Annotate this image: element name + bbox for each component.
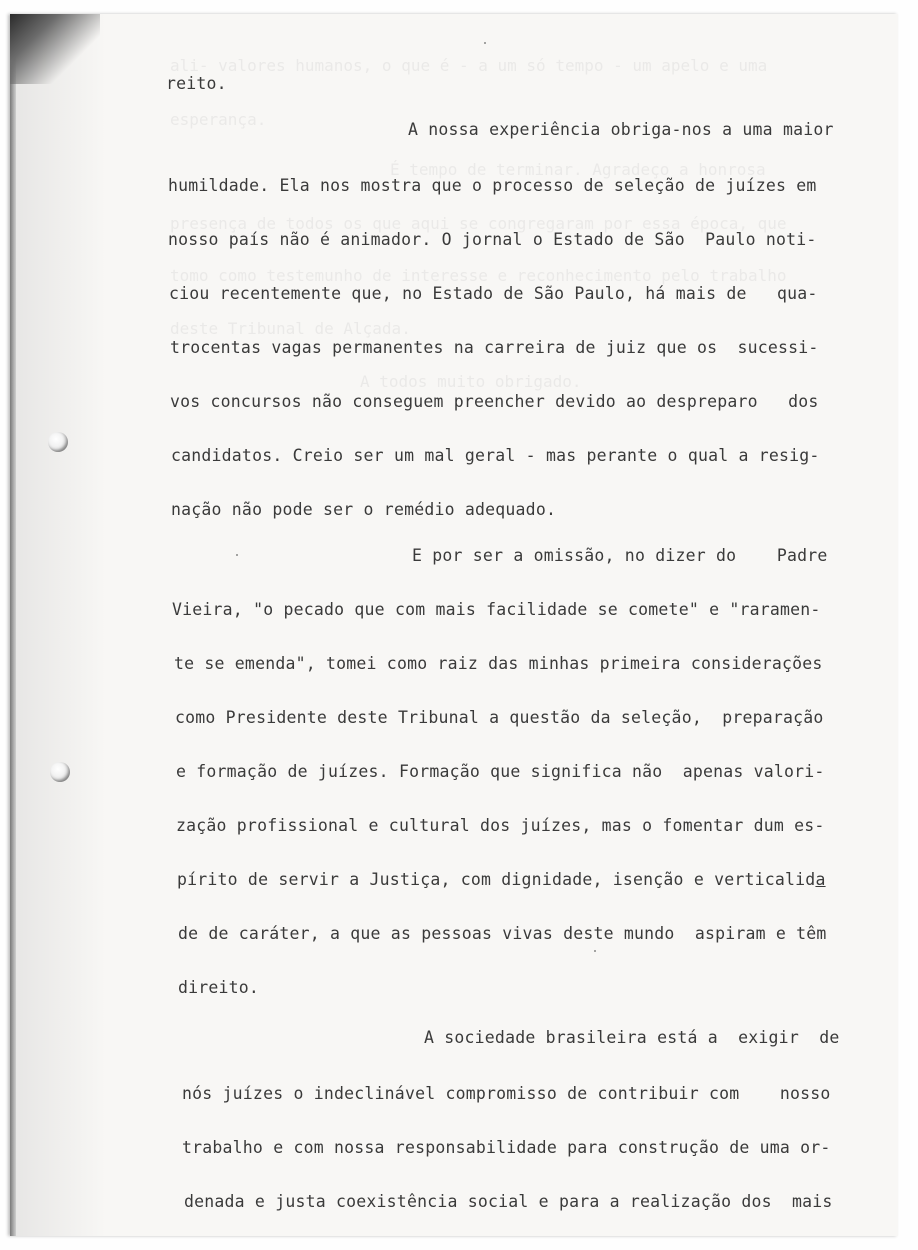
text-line: humildade. Ela nos mostra que o processo de seleção de juízes em — [168, 176, 817, 195]
text-line: de de caráter, a que as pessoas vivas deste mundo aspiram e têm — [178, 924, 827, 943]
bleed-through-line: É tempo de terminar. Agradeço a honrosa — [390, 160, 766, 179]
text-line-main: pírito de servir a Justiça, com dignidade, isenção e verticalid — [177, 870, 816, 889]
text-line: direito. — [178, 978, 260, 997]
text-line: trabalho e com nossa responsabilidade para construção de uma or- — [182, 1138, 831, 1157]
text-line: nação não pode ser o remédio adequado. — [171, 500, 557, 519]
text-line: como Presidente deste Tribunal a questão da seleção, preparação — [175, 708, 824, 727]
underlined-char: a — [815, 870, 826, 889]
text-line: candidatos. Creio ser um mal geral - mas perante o qual a resig- — [171, 446, 820, 465]
paper-speck — [594, 950, 596, 952]
punch-hole — [50, 762, 70, 782]
text-line: reito. — [166, 74, 227, 93]
bleed-through-line: presença de todos os que aqui se congregaram por essa época, que — [170, 214, 787, 233]
text-line: denada e justa coexistência social e para a realização dos mais — [184, 1192, 833, 1211]
text-line: ciou recentemente que, no Estado de São Paulo, há mais de qua- — [169, 284, 818, 303]
page-shadow-tint — [16, 14, 106, 1236]
punch-hole — [48, 432, 68, 452]
text-line: A nossa experiência obriga-nos a uma maior — [408, 120, 834, 139]
text-line: nosso país não é animador. O jornal o Estado de São Paulo noti- — [168, 230, 817, 249]
corner-shadow — [10, 14, 100, 84]
text-line: Vieira, "o pecado que com mais facilidade se comete" e "raramen- — [172, 600, 821, 619]
bleed-through-line: deste Tribunal de Alçada. — [170, 319, 411, 338]
text-line: e formação de juízes. Formação que significa não apenas valori- — [176, 762, 825, 781]
text-line: vos concursos não conseguem preencher devido ao despreparo dos — [170, 392, 819, 411]
text-line: te se emenda", tomei como raiz das minhas primeira considerações — [174, 654, 823, 673]
document-page — [10, 14, 898, 1236]
bleed-through-line: tomo como testemunho de interesse e reconhecimento pelo trabalho — [170, 266, 787, 285]
paper-speck — [236, 554, 238, 556]
bleed-through-line: A todos muito obrigado. — [360, 372, 582, 391]
paper-speck — [484, 42, 486, 44]
text-line: A sociedade brasileira está a exigir de — [424, 1028, 840, 1047]
text-line — [177, 870, 826, 889]
text-line: nós juízes o indeclinável compromisso de contribuir com nosso — [182, 1084, 831, 1103]
text-line: E por ser a omissão, no dizer do Padre — [412, 546, 828, 565]
text-line: trocentas vagas permanentes na carreira de juiz que os sucessi- — [170, 338, 819, 357]
bleed-through-line: esperança. — [170, 110, 267, 129]
text-line: zação profissional e cultural dos juízes, mas o fomentar dum es- — [176, 816, 825, 835]
bleed-through-line: ali- valores humanos, o que é - a um só tempo - um apelo e uma — [170, 56, 768, 75]
